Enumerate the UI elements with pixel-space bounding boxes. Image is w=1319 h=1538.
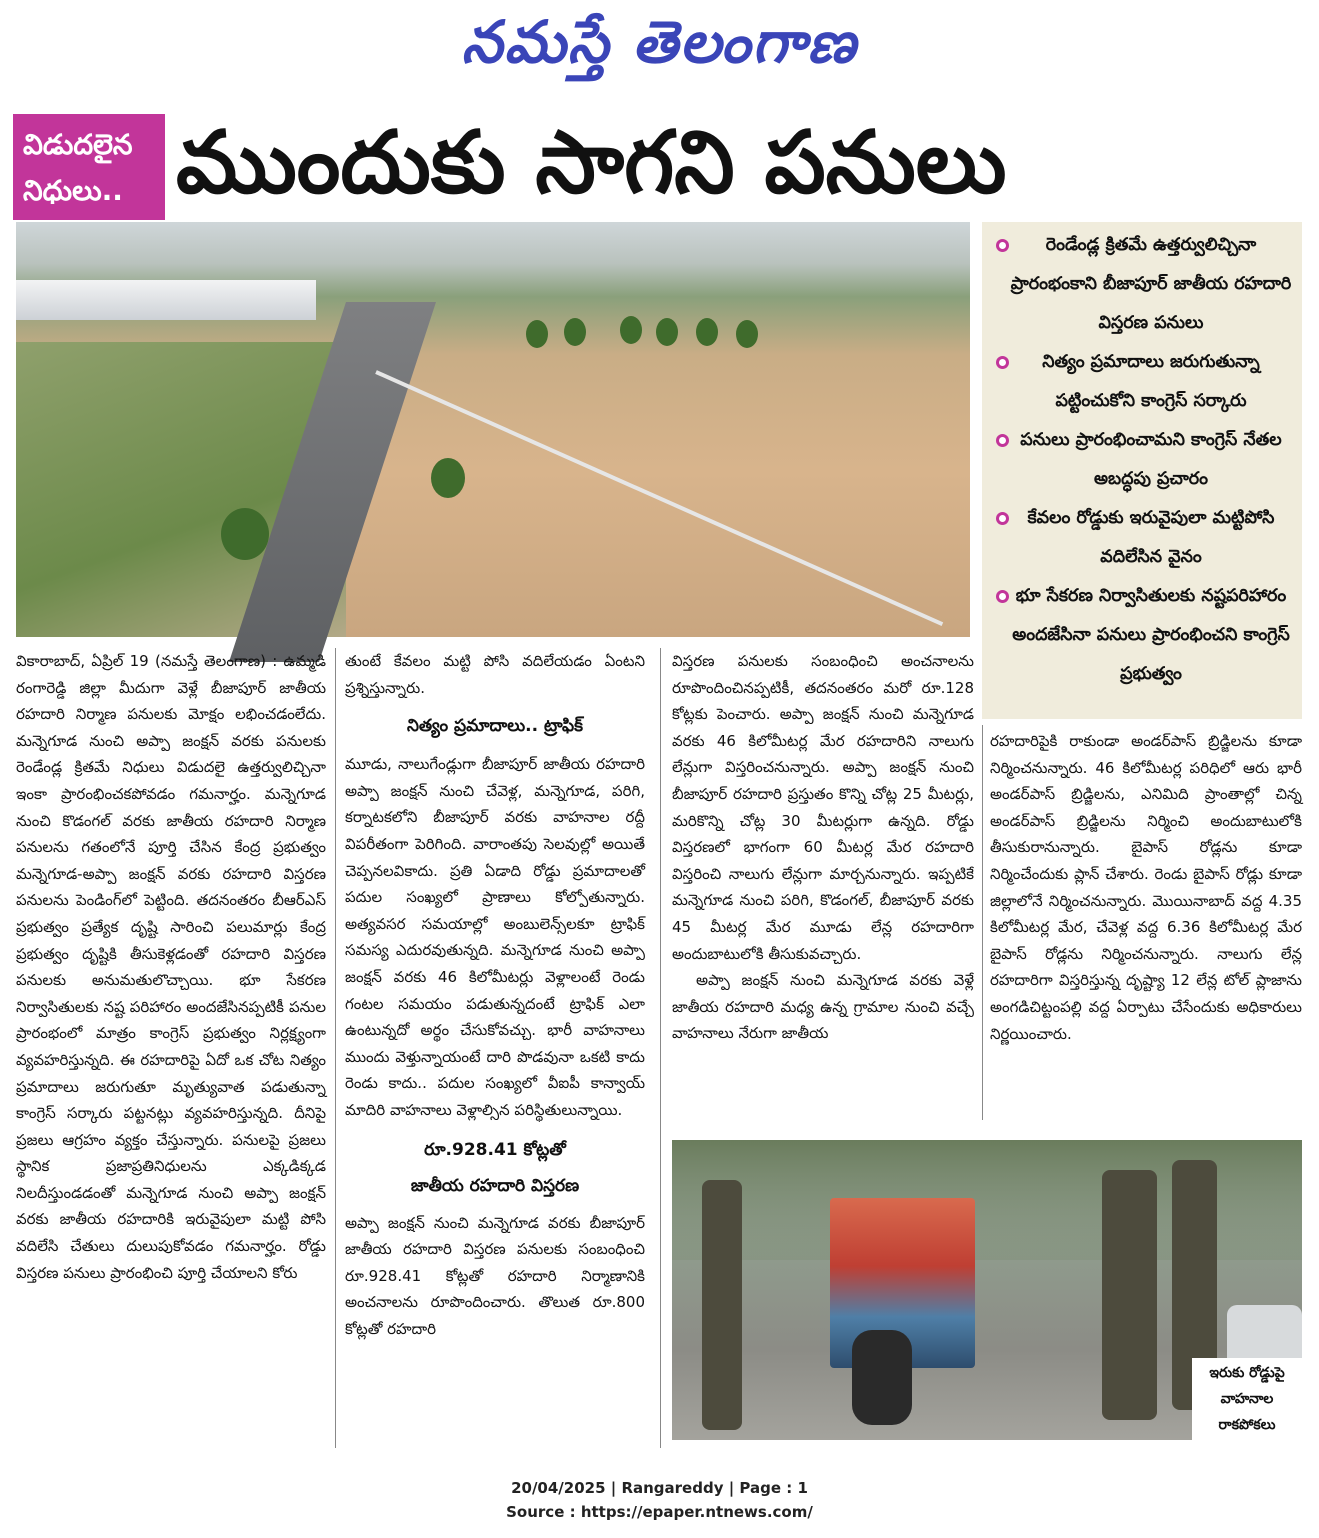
warehouse-shape (16, 280, 316, 320)
bullet-icon (996, 434, 1009, 447)
article-text: రహదారిపైకి రాకుండా అండర్‌పాస్ బ్రిడ్జిలను కూడా నిర్మించనున్నారు. 46 కిలోమీటర్ల పరిధిలో ఆరు భారీ అండర్‌పాస్ బ్రిడ్జిలను, ఎనిమిది ప్రాంతాల్లో చిన్న అండర్‌పాస్ బ్రిడ్జిలను నిర్మించి అందుబాటులోకి తీసుకురానున్నారు. బైపాస్ రోడ్లను కూడా నిర్మించేందుకు ప్లాన్ చేశారు. రెండు బైపాస్ రోడ్లు కూడా జిల్లాలోనే నిర్మించనున్నారు. మొయినాబాద్ వద్ద 4.35 కిలోమీటర్ల మేర, చేవెళ్ల వద్ద 6.36 కిలోమీటర్ల మేర బైపాస్ రోడ్లను నిర్మించనున్నారు. నాలుగు లేన్ల రహదారిగా విస్తరిస్తున్న దృష్ట్యా 12 లేన్ల టోల్ ప్లాజాను అంగడిచిట్టంపల్లి వద్ద ఏర్పాటు చేసేందుకు అధికారులు నిర్ణయించారు. (990, 732, 1302, 1043)
highlight-item: నిత్యం ప్రమాదాలు జరుగుతున్నా పట్టించుకోని కాంగ్రెస్ సర్కారు (996, 343, 1292, 421)
motorcycle-shape (852, 1330, 912, 1425)
article-text: విస్తరణ పనులకు సంబంధించి అంచనాలను రూపొందించినప్పటికీ, తదనంతరం మరో రూ.128 కోట్లకు పెంచారు. అప్పా జంక్షన్ నుంచి మన్నెగూడ వరకు 46 కిలోమీటర్ల మేర రహదారిని నాలుగు లేన్లుగా విస్తరించనున్నారు. అప్పా జంక్షన్ నుంచి బీజాపూర్ రహదారి ప్రస్తుతం కొన్ని చోట్ల 25 మీటర్లు, మరికొన్ని చోట్ల 30 మీటర్లుగా ఉన్నది. రోడ్డు విస్తరణలో భాగంగా 60 మీటర్ల మేర రహదారి విస్తరించి నాలుగు లేన్లుగా మార్చనున్నారు. ఇప్పటికే మన్నెగూడ నుంచి పరిగి, కొడంగల్, బీజాపూర్ వరకు 45 మీటర్ల మేర మూడు లేన్ల రహదారిగా అందుబాటులోకి తీసుకువచ్చారు. (672, 652, 974, 963)
bullet-icon (996, 239, 1009, 252)
column-divider (660, 648, 661, 1448)
bullet-icon (996, 590, 1009, 603)
subheading: నిత్యం ప్రమాదాలు.. ట్రాఫిక్ (406, 716, 584, 737)
tree-shape (431, 458, 465, 498)
article-text: వికారాబాద్, ఏప్రిల్ 19 (నమస్తే తెలంగాణ) : ఉమ్మడి రంగారెడ్డి జిల్లా మీదుగా వెళ్లే బీజాపూర్ జాతీయ రహదారి నిర్మాణ పనులకు మోక్షం లభించడంలేదు. మన్నెగూడ నుంచి అప్పా జంక్షన్ వరకు పనులకు రెండేండ్ల క్రితమే నిధులు విడుదలై ఉత్తర్వులిచ్చినా ఇంకా ప్రారంభించకపోవడం గమనార్హం. మన్నెగూడ నుంచి కొడంగల్ వరకు జాతీయ రహదారి నిర్మాణ పనులను గతంలోనే పూర్తి చేసిన కేంద్ర ప్రభుత్వం మన్నెగూడ-అప్పా జంక్షన్ వరకు రహదారి విస్తరణ పనులను పెండింగ్‌లో పెట్టింది. తదనంతరం బీఆర్‌ఎస్ ప్రభుత్వం ప్రత్యేక దృష్టి సారించి పలుమార్లు కేంద్ర ప్రభుత్వం దృష్టికి తీసుకెళ్లడంతో రహదారి విస్తరణ పనులకు అనుమతులొచ్చాయి. భూ సేకరణ నిర్వాసితులకు నష్ట పరిహారం అందజేసినప్పటికీ పనుల ప్రారంభంలో మాత్రం కాంగ్రెస్ ప్రభుత్వం నిర్లక్ష్యంగా వ్యవహరిస్తున్నది. ఈ రహదారిపై ఏదో ఒక చోట నిత్యం ప్రమాదాలు జరుగుతూ మృత్యువాత పడుతున్నా కాంగ్రెస్ సర్కారు పట్టనట్లు వ్యవహరిస్తున్నది. దీనిపై ప్రజలు ఆగ్రహం వ్యక్తం చేస్తున్నారు. పనులపై ప్రజలు స్థానిక ప్రజాప్రతినిధులను ఎక్కడిక్కడ నిలదీస్తుండడంతో మన్నెగూడ నుంచి అప్పా జంక్షన్ వరకు జాతీయ రహదారికి ఇరువైపులా మట్టి పోసి వదిలేసి చేతులు దులుపుకోవడం గమనార్హం. రోడ్డు విస్తరణ పనులు ప్రారంభించి పూర్తి చేయాలని కోరు (16, 652, 326, 1282)
highlights-box (982, 222, 1302, 719)
tree-shape (221, 508, 269, 560)
article-column-2 (345, 648, 645, 1448)
photo-caption: ఇరుకు రోడ్డుపై వాహనాల రాకపోకలు (1192, 1358, 1302, 1440)
tree-shape (656, 318, 678, 346)
aerial-road-photo (16, 222, 970, 637)
article-text: అప్పా జంక్షన్ నుంచి మన్నెగూడ వరకు బీజాపూర్ జాతీయ రహదారి విస్తరణ పనులకు సంబంధించి రూ.928.41 కోట్లతో రహదారి నిర్మాణానికి అంచనాలను రూపొందించారు. తొలుత రూ.800 కోట్లతో రహదారి (345, 1213, 645, 1338)
truck-road-photo (672, 1140, 1302, 1440)
tree-shape (696, 318, 718, 346)
masthead-title: నమస్తే తెలంగాణ (461, 8, 858, 76)
footer-date-line: 20/04/2025 | Rangareddy | Page : 1 (511, 1479, 808, 1497)
footer-source-line[interactable]: Source : https://epaper.ntnews.com/ (506, 1503, 813, 1521)
boundary-wall-shape (375, 370, 943, 626)
tree-trunk-shape (1102, 1170, 1157, 1420)
page-footer (0, 1476, 1319, 1524)
kicker-line-2: నిధులు.. (23, 174, 123, 207)
tree-trunk-shape (702, 1180, 742, 1430)
subheading: జాతీయ రహదారి విస్తరణ (410, 1175, 580, 1196)
highlight-item: పనులు ప్రారంభించామని కాంగ్రెస్ నేతల అబద్ధపు ప్రచారం (996, 421, 1292, 499)
bullet-icon (996, 512, 1009, 525)
subheading: రూ.928.41 కోట్లతో (424, 1139, 566, 1160)
masthead-logo (0, 8, 1319, 84)
article-column-4 (990, 728, 1302, 1043)
article-text: అప్పా జంక్షన్ నుంచి మన్నెగూడ వరకు వెళ్లే జాతీయ రహదారి మధ్య ఉన్న గ్రామాల నుంచి వచ్చే వాహనాలు నేరుగా జాతీయ (672, 971, 974, 1043)
column-divider (982, 725, 983, 1120)
tree-shape (564, 318, 586, 346)
article-text: తుంటే కేవలం మట్టి పోసి వదిలేయడం ఏంటని ప్రశ్నిస్తున్నారు. (345, 652, 645, 697)
highlight-item: రెండేండ్ల క్రితమే ఉత్తర్వులిచ్చినా ప్రారంభంకాని బీజాపూర్ జాతీయ రహదారి విస్తరణ పనులు (996, 226, 1292, 343)
article-text: మూడు, నాలుగేండ్లుగా బీజాపూర్ జాతీయ రహదారి అప్పా జంక్షన్ నుంచి చేవెళ్ల, మన్నెగూడ, పరిగి, కర్నాటకలోని బీజాపూర్ వరకు వాహనాల రద్దీ విపరీతంగా పెరిగింది. వారాంతపు సెలవుల్లో అయితే చెప్పనలవికాదు. ప్రతి ఏడాది రోడ్డు ప్రమాదాలతో పదుల సంఖ్యలో ప్రాణాలు కోల్పోతున్నారు. అత్యవసర సమయాల్లో అంబులెన్స్‌లకూ ట్రాఫిక్ సమస్య ఎదురవుతున్నది. మన్నెగూడ నుంచి అప్పా జంక్షన్ వరకు 46 కిలోమీటర్లు వెళ్లాలంటే రెండు గంటల సమయం పడుతున్నదంటే ట్రాఫిక్ ఎలా ఉంటున్నదో అర్థం చేసుకోవచ్చు. భారీ వాహనాలు ముందు వెళ్తున్నాయంటే దారి పొడవునా ఒకటి కాదు రెండు కాదు.. పదుల సంఖ్యలో వీఐపీ కాన్వాయ్ మాదిరి వాహనాలు వెళ్లాల్సిన పరిస్థితులున్నాయి. (345, 755, 645, 1119)
article-column-1 (16, 648, 326, 1448)
bullet-icon (996, 356, 1009, 369)
highlight-item: భూ సేకరణ నిర్వాసితులకు నష్టపరిహారం అందజేసినా పనులు ప్రారంభించని కాంగ్రెస్ ప్రభుత్వం (996, 577, 1292, 694)
tree-shape (620, 316, 642, 344)
headline: ముందుకు సాగని పనులు (176, 113, 1007, 213)
kicker-box (13, 114, 165, 220)
kicker-line-1: విడుదలైన (23, 128, 133, 161)
tree-shape (526, 320, 548, 348)
tree-shape (736, 320, 758, 348)
column-divider (335, 648, 336, 1448)
highlight-item: కేవలం రోడ్డుకు ఇరువైపులా మట్టిపోసి వదిలేసిన వైనం (996, 499, 1292, 577)
article-column-3 (672, 648, 974, 1043)
